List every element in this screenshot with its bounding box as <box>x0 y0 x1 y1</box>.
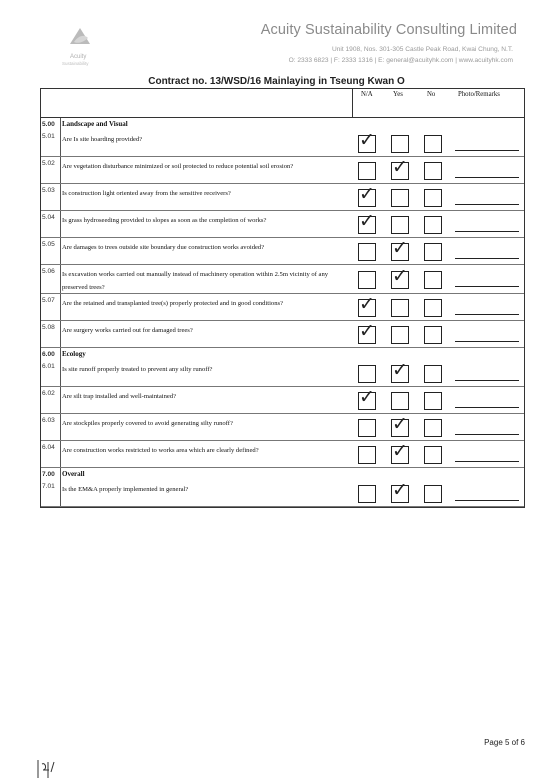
row-divider <box>60 130 61 156</box>
question-text: Is excavation works carried out manually instead of machinery operation within 2.5m vicinity of any preserved trees? <box>62 271 329 291</box>
table-row <box>41 294 524 321</box>
row-divider <box>60 157 61 183</box>
logo-text: Acuity <box>70 54 87 60</box>
table-row <box>41 238 524 265</box>
logo-subtext: Sustainability <box>62 61 89 66</box>
checkbox-no[interactable] <box>424 271 442 289</box>
checkbox-no[interactable] <box>424 365 442 383</box>
checkbox-na[interactable] <box>358 293 376 317</box>
company-contact: O: 2333 6823 | F: 2333 1316 | E: general@acuityhk.com | www.acuityhk.com <box>288 57 513 64</box>
table-row <box>41 480 524 507</box>
header-no: No <box>427 91 436 98</box>
remarks-line <box>455 231 519 232</box>
checkbox-na[interactable] <box>358 485 376 503</box>
checkmark-icon: ✓ <box>359 320 375 342</box>
question-text: Are the retained and transplanted tree(s) properly protected and in good conditions? <box>62 300 283 307</box>
row-divider <box>60 294 61 320</box>
question-text: Is construction light oriented away from the sensitive receivers? <box>62 190 231 197</box>
question-text: Are vegetation disturbance minimized or soil protected to reduce potential soil erosion? <box>62 163 294 170</box>
checkbox-yes[interactable] <box>391 189 409 207</box>
checkbox-na[interactable] <box>358 365 376 383</box>
checkbox-yes[interactable] <box>391 299 409 317</box>
table-row <box>41 414 524 441</box>
checkbox-yes[interactable] <box>391 216 409 234</box>
table-row <box>41 184 524 211</box>
question-text: Are construction works restricted to works area which are clearly defined? <box>62 447 259 454</box>
checkbox-no[interactable] <box>424 419 442 437</box>
question-text: Is the EM&A properly implemented in general? <box>62 486 189 493</box>
row-number: 5.02 <box>42 160 55 167</box>
section-title: Overall <box>62 470 85 478</box>
company-logo-icon <box>56 18 108 70</box>
checkbox-na[interactable] <box>358 129 376 153</box>
checkbox-no[interactable] <box>424 243 442 261</box>
checkbox-no[interactable] <box>424 326 442 344</box>
checkmark-icon: ✓ <box>392 440 408 462</box>
row-divider <box>60 468 61 480</box>
page-number: Page 5 of 6 <box>484 738 525 747</box>
row-number: 6.02 <box>42 390 55 397</box>
table-row <box>41 441 524 468</box>
remarks-line <box>455 258 519 259</box>
checkbox-no[interactable] <box>424 485 442 503</box>
checkbox-na[interactable] <box>358 446 376 464</box>
checklist-table <box>40 88 525 508</box>
checkbox-yes[interactable] <box>391 156 409 180</box>
row-number: 5.07 <box>42 297 55 304</box>
row-divider <box>60 414 61 440</box>
row-number: 6.01 <box>42 363 55 370</box>
checkmark-icon: ✓ <box>359 129 375 151</box>
row-number: 6.00 <box>42 351 55 358</box>
row-divider <box>60 118 61 130</box>
checkmark-icon: ✓ <box>392 413 408 435</box>
row-number: 6.04 <box>42 444 55 451</box>
remarks-line <box>455 177 519 178</box>
checkbox-yes[interactable] <box>391 265 409 289</box>
section-row <box>41 348 524 360</box>
row-number: 5.01 <box>42 133 55 140</box>
row-divider <box>60 387 61 413</box>
remarks-line <box>455 150 519 151</box>
checklist-rows <box>41 118 524 507</box>
checkmark-icon: ✓ <box>392 265 408 287</box>
remarks-line <box>455 204 519 205</box>
checkbox-na[interactable] <box>358 419 376 437</box>
row-divider <box>60 441 61 467</box>
remarks-line <box>455 500 519 501</box>
checkbox-na[interactable] <box>358 162 376 180</box>
checkbox-na[interactable] <box>358 183 376 207</box>
table-row <box>41 387 524 414</box>
checkbox-yes[interactable] <box>391 479 409 503</box>
table-header <box>41 89 524 118</box>
row-divider <box>60 184 61 210</box>
row-divider <box>60 265 61 293</box>
section-title: Landscape and Visual <box>62 120 128 128</box>
row-divider <box>60 480 61 506</box>
checkbox-na[interactable] <box>358 320 376 344</box>
row-number: 7.01 <box>42 483 55 490</box>
checkmark-icon: ✓ <box>359 210 375 232</box>
checkbox-yes[interactable] <box>391 413 409 437</box>
question-text: Are silt trap installed and well-maintained? <box>62 393 177 400</box>
row-number: 5.05 <box>42 241 55 248</box>
remarks-line <box>455 461 519 462</box>
remarks-line <box>455 314 519 315</box>
document-title: Contract no. 13/WSD/16 Mainlaying in Tseung Kwan O <box>148 76 405 87</box>
header-yes: Yes <box>393 91 403 98</box>
question-text: Are surgery works carried out for damaged trees? <box>62 327 193 334</box>
question-text: Are stockpiles properly covered to avoid generating silty runoff? <box>62 420 233 427</box>
row-divider <box>60 348 61 360</box>
row-divider <box>60 211 61 237</box>
row-divider <box>60 238 61 264</box>
question-text: Are Is site hoarding provided? <box>62 136 143 143</box>
handwritten-initials <box>36 758 56 780</box>
company-address: Unit 1908, Nos. 301-305 Castle Peak Road, Kwai Chung, N.T. <box>331 46 513 53</box>
table-row <box>41 265 524 294</box>
company-logo <box>56 18 108 70</box>
row-number: 5.00 <box>42 121 55 128</box>
checkmark-icon: ✓ <box>392 359 408 381</box>
company-name: Acuity Sustainability Consulting Limited <box>260 22 517 38</box>
checkbox-yes[interactable] <box>391 392 409 410</box>
checkbox-no[interactable] <box>424 189 442 207</box>
section-title: Ecology <box>62 350 86 358</box>
checkbox-yes[interactable] <box>391 440 409 464</box>
checkbox-no[interactable] <box>424 446 442 464</box>
checkbox-no[interactable] <box>424 216 442 234</box>
row-number: 6.03 <box>42 417 55 424</box>
section-row <box>41 468 524 480</box>
checkmark-icon: ✓ <box>392 237 408 259</box>
table-row <box>41 321 524 348</box>
header-remarks: Photo/Remarks <box>458 91 500 98</box>
table-row <box>41 211 524 238</box>
remarks-line <box>455 434 519 435</box>
checkbox-na[interactable] <box>358 243 376 261</box>
row-number: 7.00 <box>42 471 55 478</box>
column-divider <box>352 89 353 117</box>
question-text: Is site runoff properly treated to prevent any silty runoff? <box>62 366 213 373</box>
remarks-line <box>455 407 519 408</box>
checkbox-yes[interactable] <box>391 237 409 261</box>
checkmark-icon: ✓ <box>359 183 375 205</box>
checkbox-yes[interactable] <box>391 326 409 344</box>
row-number: 5.03 <box>42 187 55 194</box>
checkmark-icon: ✓ <box>359 293 375 315</box>
header-na: N/A <box>361 91 373 98</box>
checkmark-icon: ✓ <box>392 479 408 501</box>
checkbox-yes[interactable] <box>391 359 409 383</box>
checkbox-no[interactable] <box>424 162 442 180</box>
row-divider <box>60 360 61 386</box>
checkbox-na[interactable] <box>358 210 376 234</box>
checkbox-na[interactable] <box>358 271 376 289</box>
checkbox-no[interactable] <box>424 135 442 153</box>
row-number: 5.08 <box>42 324 55 331</box>
checkmark-icon: ✓ <box>359 386 375 408</box>
row-divider <box>60 321 61 347</box>
question-text: Is grass hydroseeding provided to slopes as soon as the completion of works? <box>62 217 267 224</box>
table-row <box>41 157 524 184</box>
question-text: Are damages to trees outside site boundary due construction works avoided? <box>62 244 265 251</box>
row-number: 5.04 <box>42 214 55 221</box>
table-row <box>41 360 524 387</box>
checkbox-no[interactable] <box>424 392 442 410</box>
table-row <box>41 130 524 157</box>
remarks-line <box>455 341 519 342</box>
checkbox-no[interactable] <box>424 299 442 317</box>
checkbox-yes[interactable] <box>391 135 409 153</box>
section-row <box>41 118 524 130</box>
remarks-line <box>455 286 519 287</box>
remarks-line <box>455 380 519 381</box>
checkbox-na[interactable] <box>358 386 376 410</box>
checkmark-icon: ✓ <box>392 156 408 178</box>
row-number: 5.06 <box>42 268 55 275</box>
